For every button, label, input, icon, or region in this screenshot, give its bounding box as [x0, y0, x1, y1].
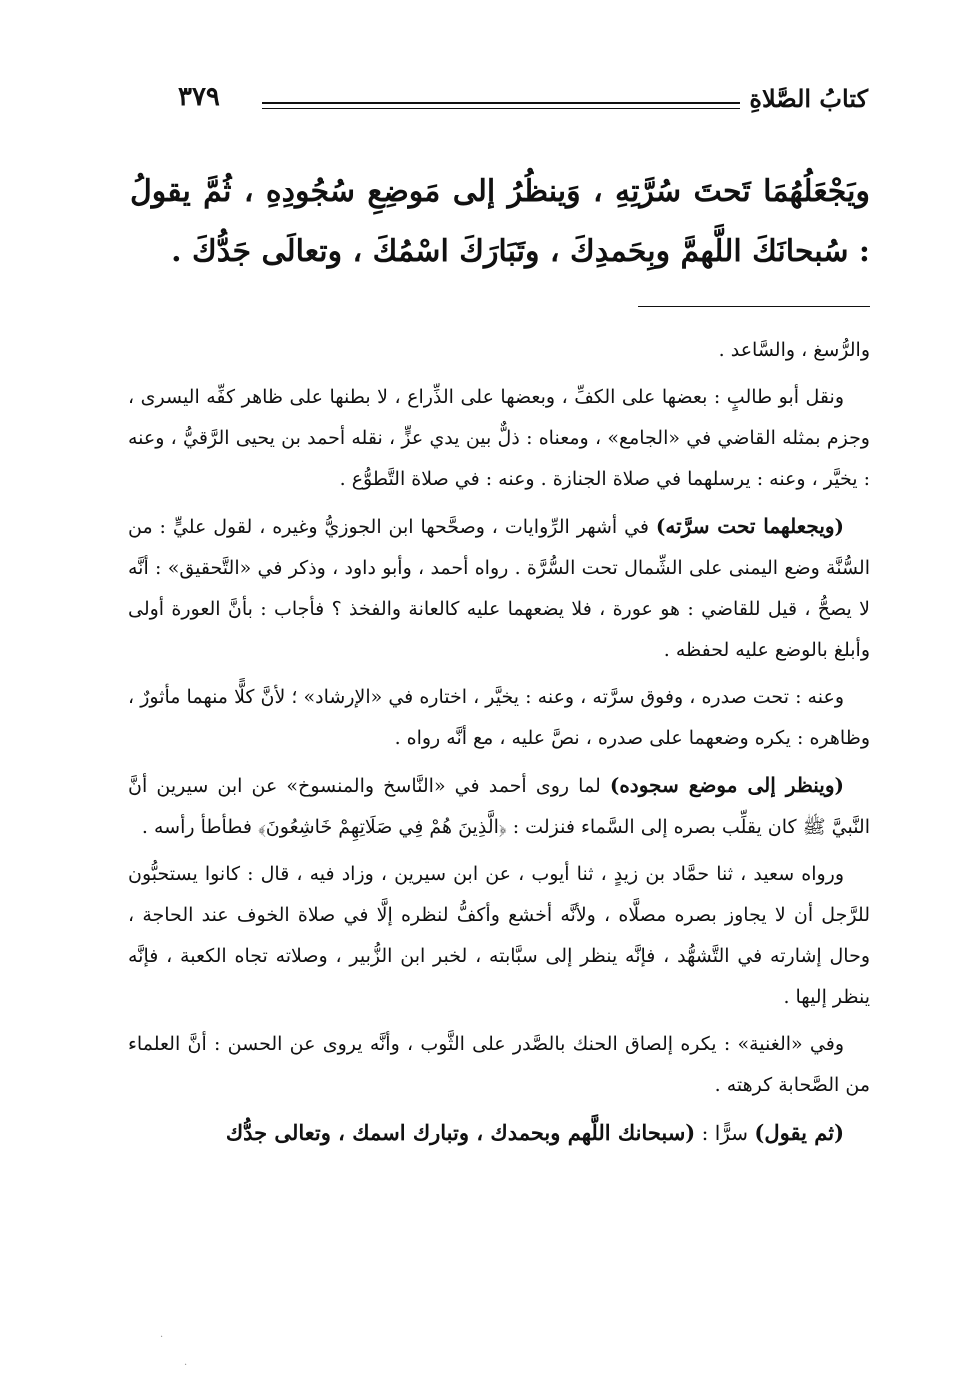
quoted-matn-2: (وينظر إلى موضع سجوده): [609, 773, 844, 797]
scan-speck: ·: [184, 1360, 188, 1371]
page-header: [178, 80, 868, 130]
commentary-paragraph-3-text: في أشهر الرِّوايات ، وصحَّحها ابن الجوزيُّ وغيره ، لقول عليٍّ : من السُّنَّة وضع اليمنى على الشِّمال تحت السُّرَّة . رواه أحمد ، وأبو داود ، وذكر في «التَّحقيق» : أنَّه لا يصحُّ ، قيل للقاضي : هو عورة ، فلا يضعهما عليه كالعانة والفخذ ؟ فأجاب : بأنَّ العورة أولى وأبلغ بالوضع عليه لحفظه .: [128, 516, 870, 661]
commentary-paragraph-8: [128, 1112, 870, 1154]
commentary-paragraph-5-text: لما روى أحمد في «النَّاسخ والمنسوخ» عن ابن سيرين أنَّ النَّبيَّ ﷺ كان يقلِّب بصره إلى السَّماء فنزلت : ﴿الَّذِينَ هُمْ فِي صَلَاتِهِمْ خَاشِعُونَ﴾ فطأطأ رأسه .: [128, 775, 870, 838]
commentary-paragraph-3: [128, 506, 870, 671]
header-rule: [262, 102, 740, 109]
commentary-paragraph-6: ورواه سعيد ، ثنا حمَّاد بن زيدٍ ، ثنا أيوب ، عن ابن سيرين ، وزاد فيه ، قال : كانوا يستحبُّون للرَّجل أن لا يجاوز بصره مصلَّاه ، ولأنَّه أخشع وأكفُّ لنظره إلَّا في صلاة الخوف عند الحاجة ، وحال إشارته في التَّشهُّد ، فإنَّه ينظر إلى سبَّابته ، لخبر ابن الزُّبير ، وصلاته تجاه الكعبة ، فإنَّه ينظر إليها .: [128, 863, 870, 1008]
scan-speck: ·: [160, 1332, 164, 1343]
quoted-matn-3: (ثم يقول): [754, 1120, 844, 1145]
quoted-matn-1: (ويجعلهما تحت سرَّته): [655, 514, 845, 538]
main-text: ويَجْعَلُهُمَا تَحتَ سُرَّتِهِ ، وَينظُرُ إلى مَوضِعِ سُجُودِهِ ، ثُمَّ يقولُ : سُبحانَكَ اللَّهمَّ وبِحَمدِكَ ، وتَبَارَكَ اسْمُكَ ، وتعالَى جَدُّكَ .: [130, 174, 870, 269]
commentary-paragraph-8-text: سرًّا :: [695, 1121, 755, 1145]
page-number: ٣٧٩: [178, 82, 220, 112]
commentary-paragraph-5: [128, 765, 870, 848]
footnote-divider: [638, 306, 870, 307]
commentary-paragraph-2: ونقل أبو طالبٍ : بعضها على الكفِّ ، وبعضها على الذِّراع ، لا بطنها على ظاهر كفِّه اليسرى ، وجزم بمثله القاضي في «الجامع» ، ومعناه : ذلٌّ بين يدي عزٍّ ، نقله أحمد بن يحيى الرَّقيُّ ، وعنه : يخيَّر ، وعنه : يرسلهما في صلاة الجنازة . وعنه : في صلاة التَّطوُّع .: [128, 386, 870, 490]
quoted-matn-4: (سبحانك اللَّهم وبحمدك ، وتبارك اسمك ، وتعالى جدُّك: [225, 1120, 696, 1145]
header-title: كتابُ الصَّلاةِ: [749, 84, 868, 113]
commentary-paragraph-1: والرُّسغ ، والسَّاعد .: [718, 339, 870, 361]
commentary-paragraph-4: وعنه : تحت صدره ، وفوق سرَّته ، وعنه : يخيَّر ، اختاره في «الإرشاد» ؛ لأنَّ كلًّا منهما مأثورٌ ، وظاهره : يكره وضعهما على صدره ، نصَّ عليه ، مع أنَّه رواه .: [128, 686, 870, 749]
commentary: [128, 330, 870, 1160]
commentary-paragraph-7: وفي «الغنية» : يكره إلصاق الحنك بالصَّدر على الثَّوب ، وأنَّه يروى عن الحسن : أنَّ العلماء من الصَّحابة كرهته .: [128, 1033, 870, 1096]
